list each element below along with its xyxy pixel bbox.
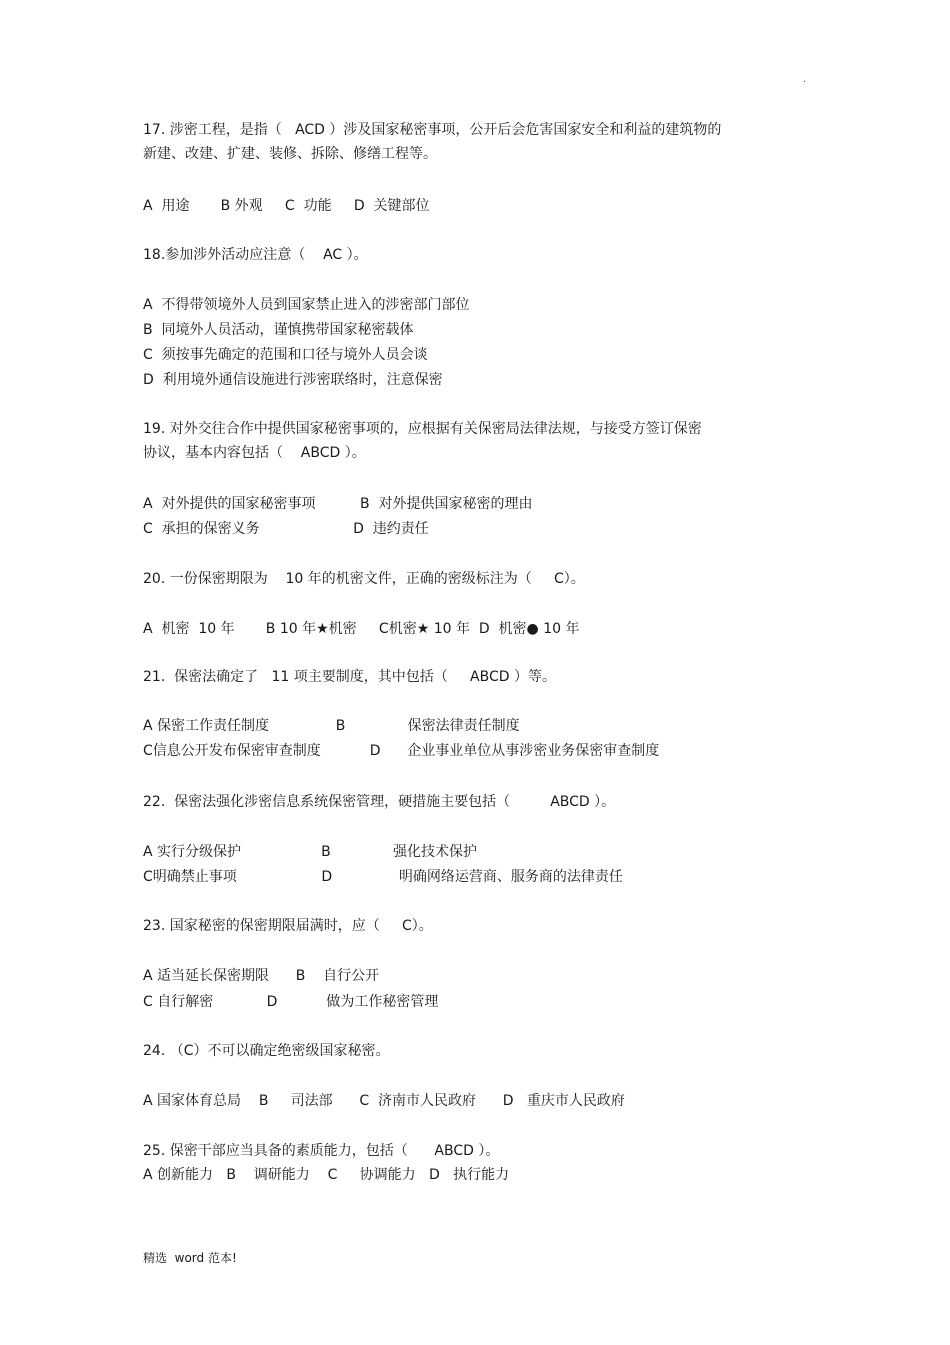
question-24-options: A 国家体育总局 B 司法部 C 济南市人民政府 D 重庆市人民政府 (143, 1093, 625, 1109)
question-19-line-2: 协议，基本内容包括（ ABCD ）。 (143, 445, 366, 461)
question-19-line-1: 19. 对外交往合作中提供国家秘密事项的，应根据有关保密局法律法规，与接受方签订保密 (143, 421, 702, 437)
question-22-options-row-1: A 实行分级保护 B 强化技术保护 (143, 844, 478, 860)
question-22-line-1: 22. 保密法强化涉密信息系统保密管理，硬措施主要包括（ ABCD ）。 (143, 794, 616, 810)
question-18-option-b: B 同境外人员活动，谨慎携带国家秘密载体 (143, 322, 414, 338)
question-20-options: A 机密 10 年 B 10 年★机密 C机密★ 10 年 D 机密● 10 年 (143, 621, 580, 637)
question-21-line-1: 21. 保密法确定了 11 项主要制度，其中包括（ ABCD ）等。 (143, 669, 556, 685)
question-17-options: A 用途 B 外观 C 功能 D 关键部位 (143, 198, 430, 214)
question-19-options-row-1: A 对外提供的国家秘密事项 B 对外提供国家秘密的理由 (143, 496, 533, 512)
page-corner-dot: . (803, 74, 807, 85)
question-24-line-1: 24. （C）不可以确定绝密级国家秘密。 (143, 1043, 390, 1059)
question-23-line-1: 23. 国家秘密的保密期限届满时，应（ C）。 (143, 918, 433, 934)
question-25-line-1: 25. 保密干部应当具备的素质能力，包括（ ABCD ）。 (143, 1143, 500, 1159)
question-17-line-2: 新建、改建、扩建、装修、拆除、修缮工程等。 (143, 146, 437, 162)
question-21-options-row-1: A 保密工作责任制度 B 保密法律责任制度 (143, 718, 520, 734)
question-20-line-1: 20. 一份保密期限为 10 年的机密文件，正确的密级标注为（ C）。 (143, 571, 585, 587)
question-25-options: A 创新能力 B 调研能力 C 协调能力 D 执行能力 (143, 1167, 510, 1183)
question-22-options-row-2: C明确禁止事项 D 明确网络运营商、服务商的法律责任 (143, 869, 623, 885)
question-23-options-row-2: C 自行解密 D 做为工作秘密管理 (143, 994, 439, 1010)
question-19-options-row-2: C 承担的保密义务 D 违约责任 (143, 521, 429, 537)
question-23-options-row-1: A 适当延长保密期限 B 自行公开 (143, 968, 380, 984)
page-footer: 精选 word 范本! (143, 1251, 237, 1265)
question-21-options-row-2: C信息公开发布保密审查制度 D 企业事业单位从事涉密业务保密审查制度 (143, 743, 660, 759)
question-17-line-1: 17. 涉密工程，是指（ ACD ）涉及国家秘密事项，公开后会危害国家安全和利益的建筑物的 (143, 122, 722, 138)
question-18-option-c: C 须按事先确定的范围和口径与境外人员会谈 (143, 347, 428, 363)
question-18-option-a: A 不得带领境外人员到国家禁止进入的涉密部门部位 (143, 297, 470, 313)
question-18-line-1: 18.参加涉外活动应注意（ AC ）。 (143, 247, 368, 263)
question-18-option-d: D 利用境外通信设施进行涉密联络时，注意保密 (143, 372, 443, 388)
